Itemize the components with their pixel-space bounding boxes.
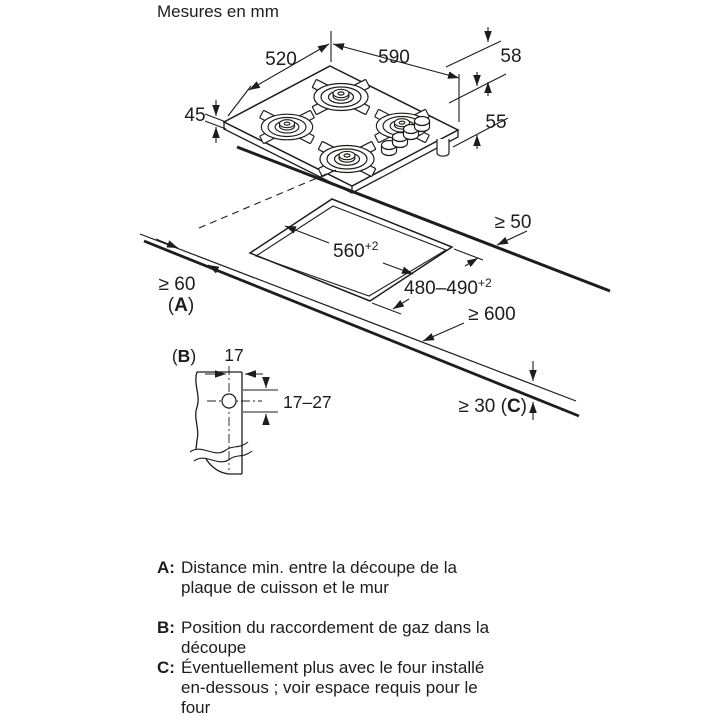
legend-key-a: A: — [157, 558, 175, 577]
dim-front-clearance-label: ≥ 60 — [158, 274, 196, 295]
dim-45-label: 45 — [184, 105, 206, 126]
dim-55-label: 55 — [485, 112, 507, 133]
hob-foot — [437, 139, 449, 156]
legend-item-a — [157, 558, 502, 598]
legend-key-c: C: — [157, 658, 175, 677]
legend — [157, 558, 502, 718]
dim-cutout-depth-label: $480-490^{+2}$ — [404, 276, 492, 299]
burner-back — [312, 79, 370, 114]
gas-connection-detail — [190, 366, 278, 474]
gas-connection-hole — [222, 394, 236, 408]
dim-back-clearance-label: ≥ 50 — [494, 212, 532, 233]
hob-drawing — [224, 66, 458, 193]
page-title: Mesures en mm — [157, 2, 279, 21]
dim-590-label: 590 — [378, 47, 410, 68]
dim-gas-offset-label: 17 — [224, 345, 244, 365]
legend-text-a: Distance min. entre la découpe de la plaque de cuisson et le mur — [181, 558, 457, 597]
dim-520-label: 520 — [265, 49, 297, 70]
legend-text-c: Éventuellement plus avec le four installé en-dessous ; voir espace requis pour le four — [181, 658, 485, 717]
legend-item-b — [157, 618, 502, 658]
control-knob-4 — [415, 117, 430, 132]
worktop-drawing — [140, 147, 610, 416]
dim-58-label: 58 — [500, 46, 522, 67]
dim-cutout-width-label: $560^{+2}$ — [333, 239, 379, 262]
callout-b-label: (B) — [171, 346, 197, 366]
legend-item-c — [157, 658, 502, 718]
dim-gas-depth-label: 17–27 — [283, 392, 332, 412]
burner-left — [260, 110, 315, 143]
legend-key-b: B: — [157, 618, 175, 637]
callout-a-label: (A) — [167, 295, 195, 316]
burner-front — [318, 141, 376, 176]
dim-worktop-thickness-label: ≥ 30 (C) — [458, 396, 527, 417]
dim-side-clearance-label: ≥ 600 — [468, 304, 516, 325]
legend-text-b: Position du raccordement de gaz dans la découpe — [181, 618, 490, 657]
